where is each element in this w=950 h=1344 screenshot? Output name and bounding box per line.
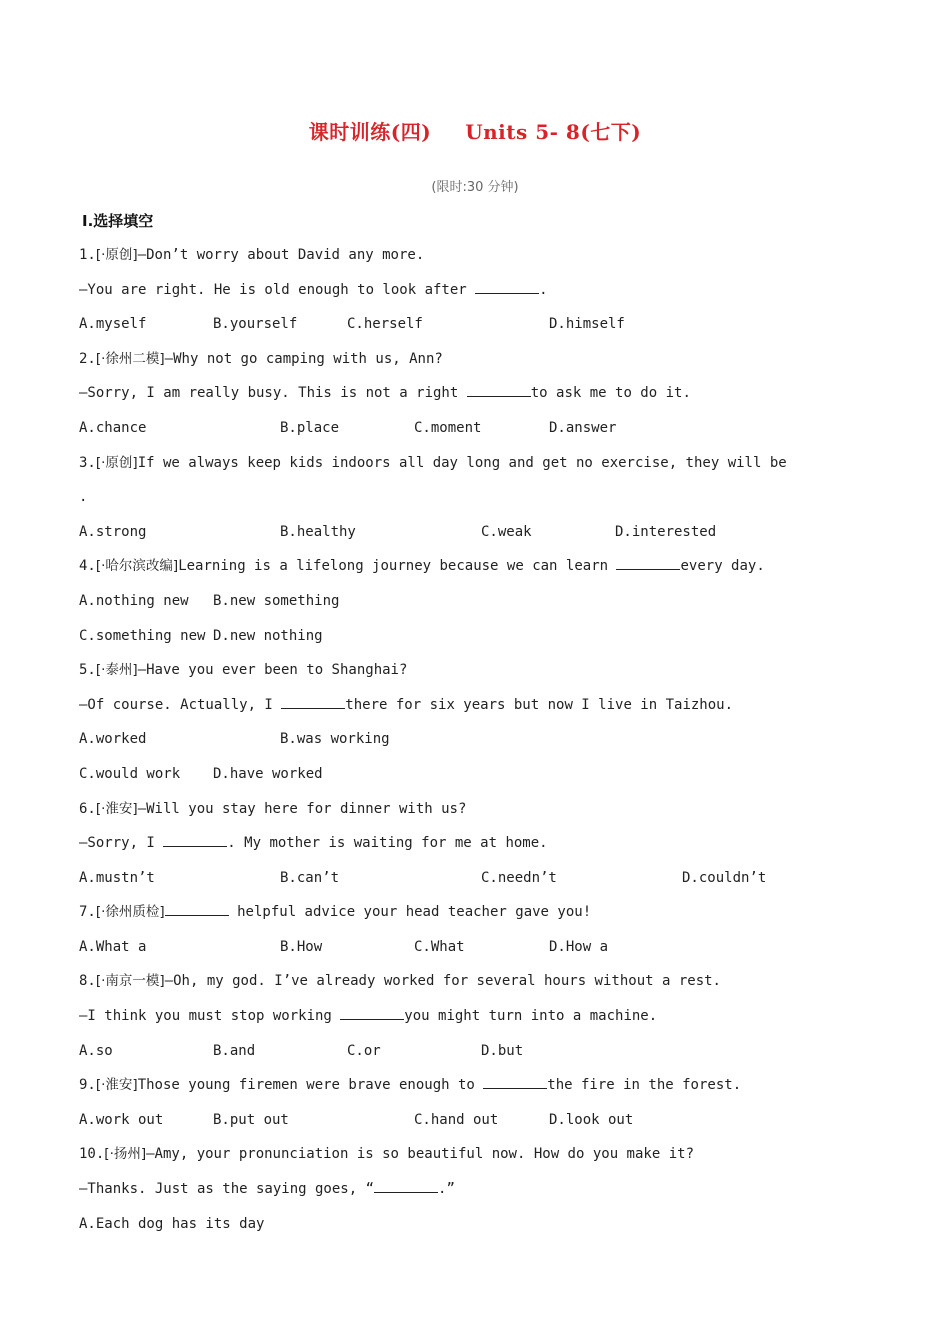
question-text: helpful advice your head teacher gave you! bbox=[228, 904, 592, 921]
question-text: Those young firemen were brave enough to bbox=[137, 1077, 484, 1094]
options-row bbox=[79, 310, 879, 345]
option-text: C.weak bbox=[481, 523, 532, 540]
option-text: B.put out bbox=[213, 1111, 289, 1128]
option-text: C.something new bbox=[79, 627, 206, 644]
question-text: —Sorry, I bbox=[79, 835, 164, 852]
question-source-tag: [·原创] bbox=[95, 247, 138, 263]
question-number: 8. bbox=[79, 973, 96, 990]
option-text: C.herself bbox=[347, 316, 423, 333]
question-number: 9. bbox=[79, 1077, 96, 1094]
option-text: D.but bbox=[481, 1042, 524, 1059]
option-text: A.work out bbox=[79, 1111, 164, 1128]
option-text: C.What bbox=[414, 938, 465, 955]
question-list bbox=[79, 241, 879, 1244]
question-text: Learning is a lifelong journey because we can learn bbox=[178, 558, 617, 575]
question-text: .” bbox=[438, 1181, 455, 1198]
option-text: A.worked bbox=[79, 731, 147, 748]
options-row bbox=[79, 518, 879, 553]
option-text: D.interested bbox=[615, 523, 717, 540]
answer-blank bbox=[475, 277, 539, 294]
option-text: B.yourself bbox=[213, 316, 298, 333]
option-text: B.new something bbox=[213, 592, 340, 609]
question-text: . My mother is waiting for me at home. bbox=[227, 835, 548, 852]
question-source-tag: [·哈尔滨改编] bbox=[95, 558, 179, 575]
option-text: B.and bbox=[213, 1042, 256, 1059]
question-number: 6. bbox=[79, 800, 96, 817]
question-number: 1. bbox=[79, 247, 96, 263]
options-row bbox=[79, 622, 879, 657]
page-title bbox=[0, 116, 950, 145]
question-response-line bbox=[79, 1002, 879, 1037]
option-text: B.healthy bbox=[280, 523, 356, 540]
question-text: —Will you stay here for dinner with us? bbox=[137, 800, 467, 817]
option-text: A.mustn’t bbox=[79, 869, 155, 886]
question-response-line bbox=[79, 829, 879, 864]
question-text: —Don’t worry about David any more. bbox=[137, 247, 425, 263]
option-text: D.How a bbox=[549, 938, 609, 955]
section-heading: Ⅰ.选择填空 bbox=[82, 212, 154, 230]
question-stem bbox=[79, 552, 879, 587]
title-units: Units 5- 8(七下) bbox=[465, 120, 642, 144]
options-row bbox=[79, 1037, 879, 1072]
options-row bbox=[79, 1106, 879, 1141]
question-response-line bbox=[79, 276, 879, 311]
option-text: B.place bbox=[280, 419, 340, 436]
answer-blank bbox=[165, 899, 229, 916]
answer-blank bbox=[340, 1003, 404, 1020]
answer-blank bbox=[281, 692, 345, 709]
question-text: —Of course. Actually, I bbox=[79, 696, 282, 713]
question-source-tag: [·原创] bbox=[95, 454, 138, 471]
question-number: 7. bbox=[79, 904, 96, 921]
answer-blank bbox=[163, 830, 227, 847]
question-number: 5. bbox=[79, 662, 96, 679]
option-text: D.couldn’t bbox=[682, 869, 767, 886]
options-row bbox=[79, 414, 879, 449]
question-text: the fire in the forest. bbox=[547, 1077, 742, 1094]
question-text: —Amy, your pronunciation is so beautiful now. How do you make it? bbox=[146, 1146, 694, 1163]
option-text: D.new nothing bbox=[213, 627, 323, 644]
option-text: A.Each dog has its day bbox=[79, 1215, 265, 1232]
question-text: —Have you ever been to Shanghai? bbox=[137, 662, 408, 679]
option-text: A.myself bbox=[79, 316, 147, 333]
question-text: —You are right. He is old enough to look after bbox=[79, 281, 476, 298]
options-row bbox=[79, 864, 879, 899]
answer-blank bbox=[374, 1176, 438, 1193]
answer-blank bbox=[467, 380, 531, 397]
question-number: 3. bbox=[79, 454, 96, 471]
question-response-line bbox=[79, 1175, 879, 1210]
option-text: A.so bbox=[79, 1042, 113, 1059]
question-text: there for six years but now I live in Taizhou. bbox=[345, 696, 734, 713]
question-stem bbox=[79, 898, 879, 933]
question-response-line bbox=[79, 691, 879, 726]
question-stem bbox=[79, 449, 879, 484]
question-stem bbox=[79, 345, 879, 380]
question-text: —I think you must stop working bbox=[79, 1008, 341, 1025]
options-row bbox=[79, 760, 879, 795]
question-source-tag: [·徐州二模] bbox=[95, 350, 165, 367]
option-text: A.nothing new bbox=[79, 592, 189, 609]
question-text: to ask me to do it. bbox=[530, 385, 691, 402]
answer-blank bbox=[616, 553, 680, 570]
option-text: B.can’t bbox=[280, 869, 340, 886]
question-text: . bbox=[539, 281, 548, 298]
question-response-line bbox=[79, 483, 879, 518]
question-source-tag: [·淮安] bbox=[95, 800, 138, 817]
option-text: B.was working bbox=[280, 731, 390, 748]
option-text: A.What a bbox=[79, 938, 147, 955]
question-stem bbox=[79, 1071, 879, 1106]
option-text: A.chance bbox=[79, 419, 147, 436]
title-main: 课时训练(四) bbox=[308, 120, 432, 144]
option-text: D.have worked bbox=[213, 765, 323, 782]
question-stem bbox=[79, 795, 879, 830]
question-source-tag: [·泰州] bbox=[95, 662, 138, 679]
option-text: A.strong bbox=[79, 523, 147, 540]
question-source-tag: [·淮安] bbox=[95, 1077, 138, 1094]
options-row bbox=[79, 933, 879, 968]
question-stem bbox=[79, 656, 879, 691]
answer-blank bbox=[483, 1072, 547, 1089]
option-text: D.look out bbox=[549, 1111, 634, 1128]
option-text: C.moment bbox=[414, 419, 482, 436]
question-text: every day. bbox=[680, 558, 765, 575]
question-stem bbox=[79, 1140, 879, 1175]
option-text: C.or bbox=[347, 1042, 381, 1059]
options-row bbox=[79, 587, 879, 622]
time-limit: (限时:30 分钟) bbox=[431, 180, 519, 195]
option-text: C.would work bbox=[79, 765, 181, 782]
question-text: you might turn into a machine. bbox=[404, 1008, 658, 1025]
option-text: C.hand out bbox=[414, 1111, 499, 1128]
options-row bbox=[79, 1210, 879, 1245]
question-stem bbox=[79, 241, 879, 276]
question-source-tag: [·徐州质检] bbox=[95, 904, 165, 921]
question-source-tag: [·扬州] bbox=[104, 1146, 147, 1163]
question-text: —Thanks. Just as the saying goes, “ bbox=[79, 1181, 375, 1198]
question-text: If we always keep kids indoors all day long and get no exercise, they will be bbox=[137, 454, 787, 471]
question-number: 4. bbox=[79, 558, 96, 575]
question-source-tag: [·南京一模] bbox=[95, 973, 165, 990]
question-text: . bbox=[79, 489, 88, 506]
question-text: —Why not go camping with us, Ann? bbox=[164, 350, 443, 367]
option-text: C.needn’t bbox=[481, 869, 557, 886]
question-number: 10. bbox=[79, 1146, 105, 1163]
options-row bbox=[79, 725, 879, 760]
question-response-line bbox=[79, 379, 879, 414]
option-text: D.answer bbox=[549, 419, 617, 436]
option-text: D.himself bbox=[549, 316, 625, 333]
option-text: B.How bbox=[280, 938, 323, 955]
question-number: 2. bbox=[79, 350, 96, 367]
question-text: —Sorry, I am really busy. This is not a right bbox=[79, 385, 467, 402]
question-stem bbox=[79, 967, 879, 1002]
question-text: —Oh, my god. I’ve already worked for several hours without a rest. bbox=[164, 973, 721, 990]
